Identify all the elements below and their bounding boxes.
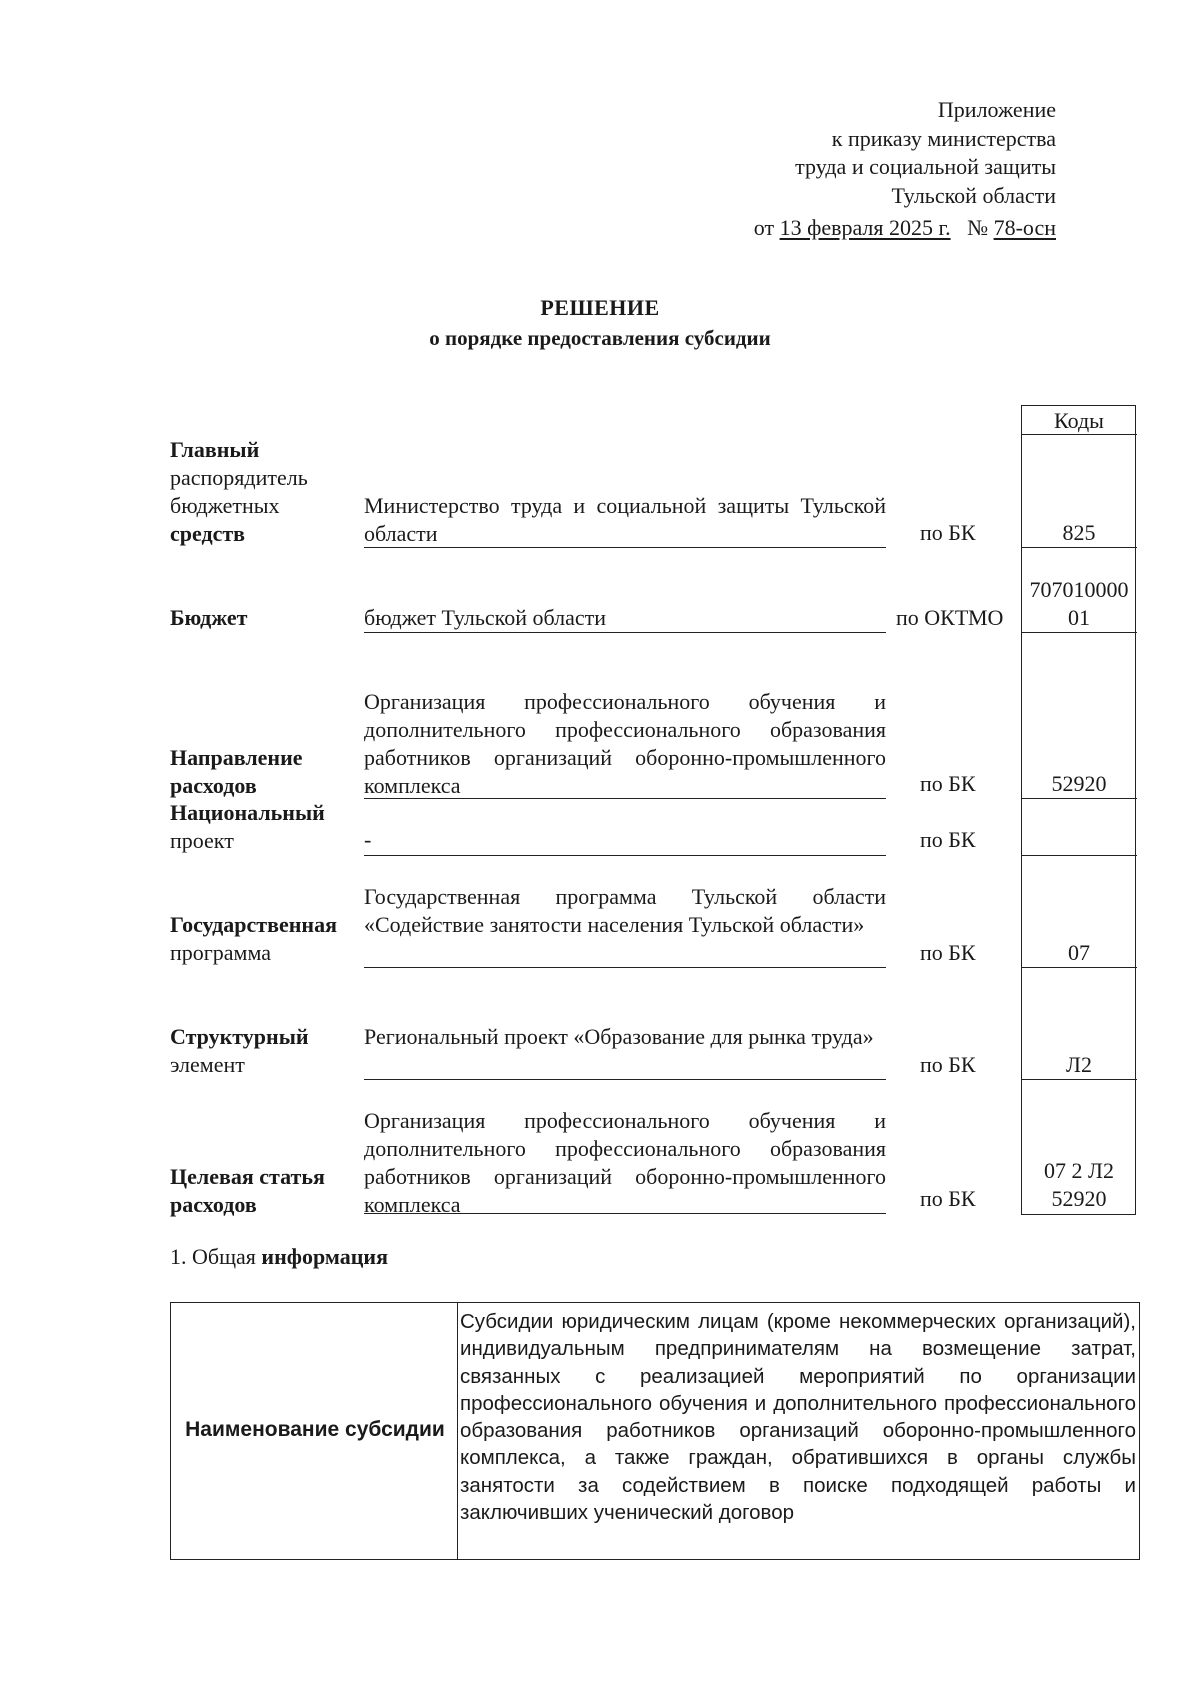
po-label: по БК bbox=[920, 771, 976, 796]
po-label: по БК bbox=[920, 1186, 976, 1211]
code-budget bbox=[1021, 576, 1137, 632]
value-underline bbox=[364, 632, 886, 633]
po-label: по БК bbox=[920, 827, 976, 852]
appendix-header bbox=[754, 96, 1056, 243]
po-label: по БК bbox=[920, 940, 976, 965]
code-rasporyaditel: 825 bbox=[1062, 520, 1096, 545]
value-underline bbox=[364, 967, 886, 968]
section-heading bbox=[170, 1242, 388, 1272]
appendix-line-2: к приказу министерства bbox=[831, 125, 1056, 151]
appendix-line-3: труда и социальной защиты bbox=[795, 154, 1056, 179]
order-date-line bbox=[754, 214, 1056, 243]
label-line: Структурный bbox=[170, 1024, 309, 1049]
label-line: бюджетных bbox=[170, 493, 280, 518]
label-line: проект bbox=[170, 828, 234, 853]
value-underline bbox=[364, 855, 886, 856]
row-value-gosprogramma: Государственная программа Тульской области «Содействие занятости населения Тульской области» bbox=[364, 884, 886, 937]
order-number: 78-осн bbox=[993, 215, 1056, 240]
row-label-napravlenie bbox=[170, 744, 370, 800]
row-value-nacproekt: - bbox=[364, 827, 372, 852]
row-label-rasporyaditel bbox=[170, 436, 370, 548]
row-label-gosprogramma bbox=[170, 911, 366, 967]
row-value-strukturny: Региональный проект «Образование для рынка труда» bbox=[364, 1024, 874, 1049]
label-line: Национальный bbox=[170, 800, 325, 825]
code-separator bbox=[1021, 967, 1137, 968]
label-line: распорядитель bbox=[170, 465, 308, 490]
number-prefix: № bbox=[967, 215, 989, 240]
code-line: 707010000 bbox=[1029, 577, 1129, 602]
value-underline bbox=[364, 547, 886, 548]
row-label-budget: Бюджет bbox=[170, 605, 248, 630]
code-line: 52920 bbox=[1051, 1186, 1107, 1211]
value-underline bbox=[364, 1079, 886, 1080]
label-line: Целевая статья bbox=[170, 1164, 325, 1189]
label-line: расходов bbox=[170, 773, 257, 798]
code-separator bbox=[1021, 855, 1137, 856]
label-line: средств bbox=[170, 521, 246, 546]
row-value-rasporyaditel: Министерство труда и социальной защиты Тульской области bbox=[364, 493, 886, 546]
codes-header: Коды bbox=[1054, 408, 1104, 433]
label-line: Главный bbox=[170, 437, 260, 462]
row-value-celevaya: Организация профессионального обучения и дополнительного профессионального образования работников организаций оборонно-промышленного комплекса bbox=[364, 1108, 886, 1217]
code-napravlenie: 52920 bbox=[1051, 771, 1107, 796]
date-prefix: от bbox=[753, 215, 775, 240]
row-label-celevaya bbox=[170, 1163, 370, 1219]
subsidy-name-label: Наименование субсидии bbox=[185, 1418, 445, 1441]
label-line: программа bbox=[170, 940, 272, 965]
appendix-line-4: Тульской области bbox=[891, 182, 1056, 208]
value-underline bbox=[364, 1213, 886, 1214]
row-label-strukturny bbox=[170, 1023, 370, 1079]
code-separator bbox=[1021, 632, 1137, 633]
title-sub: о порядке предоставления субсидии bbox=[429, 326, 771, 350]
section-word-2: информация bbox=[261, 1244, 388, 1269]
code-separator bbox=[1021, 1079, 1137, 1080]
label-line: элемент bbox=[170, 1052, 245, 1077]
order-date: 13 февраля 2025 г. bbox=[779, 215, 951, 240]
value-underline bbox=[364, 798, 886, 799]
document-title bbox=[0, 293, 1200, 353]
po-label: по БК bbox=[920, 520, 976, 545]
label-line: Направление bbox=[170, 745, 303, 770]
code-separator bbox=[1021, 434, 1137, 435]
code-separator bbox=[1021, 798, 1137, 799]
row-value-budget: бюджет Тульской области bbox=[364, 605, 607, 630]
label-line: Государственная bbox=[170, 912, 337, 937]
code-line: 01 bbox=[1068, 605, 1090, 630]
section-word-1: Общая bbox=[192, 1244, 256, 1269]
row-value-napravlenie: Организация профессионального обучения и дополнительного профессионального образования работников организаций оборонно-промышленного комплекса bbox=[364, 689, 886, 798]
row-label-nacproekt bbox=[170, 799, 370, 855]
code-line: 07 2 Л2 bbox=[1044, 1158, 1114, 1183]
subsidy-name-value: Субсидии юридическим лицам (кроме некоммерческих организаций), индивидуальным предпринимателям на возмещение затрат, связанных с реализацией мероприятий по организации профессионального обучения и дополнительного профессионального образования работников организаций оборонно-промышленного комплекса, а также граждан, обратившихся в органы службы занятости за содействием в поиске подходящей работы и заключивших ученический договор bbox=[460, 1310, 1136, 1525]
code-strukturny: Л2 bbox=[1066, 1052, 1092, 1077]
po-label: по ОКТМО bbox=[896, 605, 1004, 630]
code-celevaya bbox=[1021, 1157, 1137, 1213]
title-main: РЕШЕНИЕ bbox=[540, 295, 660, 320]
po-label: по БК bbox=[920, 1052, 976, 1077]
section-number: 1. bbox=[170, 1244, 187, 1269]
appendix-line-1: Приложение bbox=[937, 97, 1056, 122]
code-gosprogramma: 07 bbox=[1068, 940, 1090, 965]
code-separator bbox=[1021, 547, 1137, 548]
label-line: расходов bbox=[170, 1192, 257, 1217]
